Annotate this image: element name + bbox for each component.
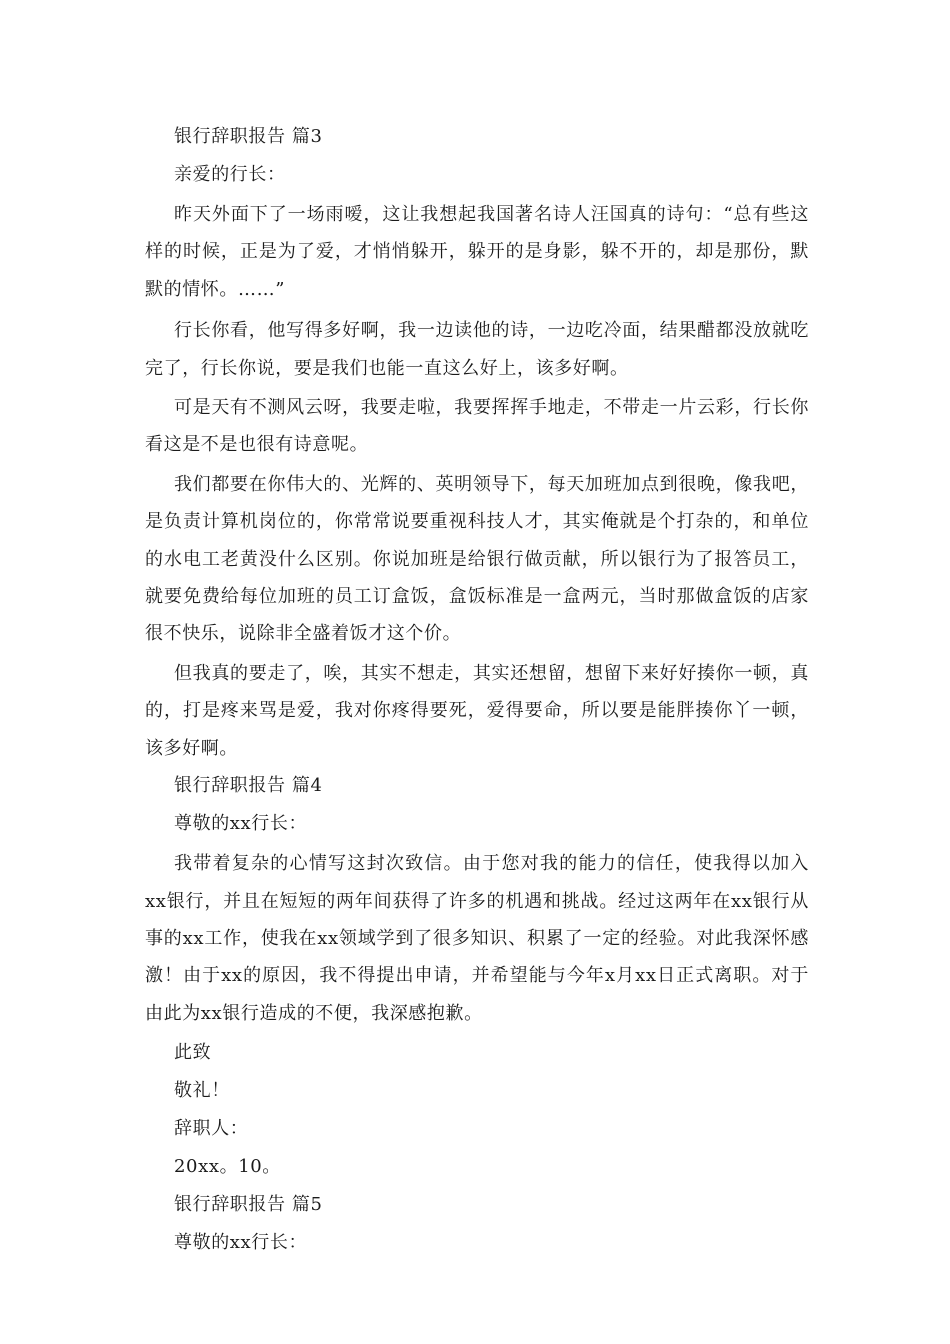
greeting: 亲爱的行长： xyxy=(174,164,286,185)
paragraph: 我带着复杂的心情写这封次致信。由于您对我的能力的信任，使我得以加入xx银行，并且在短短的两年间获得了许多的机遇和挑战。经过这两年在xx银行从事的xx工作，使我在xx领域学到了很多知识、积累了一定的经验。对此我深怀感激！由于xx的原因，我不得提出申请，并希望能与今年x月xx日正式离职。对于由此为xx银行造成的不便，我深感抱歉。 xyxy=(145,853,809,1024)
section-heading: 银行辞职报告 篇3 xyxy=(174,126,323,147)
closing-line: 此致 xyxy=(174,1042,212,1064)
paragraph: 但我真的要走了，唉，其实不想走，其实还想留，想留下来好好揍你一顿，真的，打是疼来骂是爱，我对你疼得要死，爱得要命，所以要是能胖揍你丫一顿，该多好啊。 xyxy=(145,662,809,759)
paragraph: 可是天有不测风云呀，我要走啦，我要挥挥手地走，不带走一片云彩，行长你看这是不是也很有诗意呢。 xyxy=(145,397,809,456)
section-heading: 银行辞职报告 篇4 xyxy=(174,775,323,797)
greeting: 尊敬的xx行长： xyxy=(174,813,308,835)
date-line: 20xx。10。 xyxy=(174,1156,281,1178)
closing-line: 敬礼！ xyxy=(174,1080,230,1102)
section-heading: 银行辞职报告 篇5 xyxy=(174,1194,323,1216)
paragraph: 行长你看，他写得多好啊，我一边读他的诗，一边吃冷面，结果醋都没放就吃完了，行长你说，要是我们也能一直这么好上，该多好啊。 xyxy=(145,320,809,379)
paragraph: 昨天外面下了一场雨嗳，这让我想起我国著名诗人汪国真的诗句：“总有些这样的时候，正是为了爱，才悄悄躲开，躲开的是身影，躲不开的，却是那份，默默的情怀。……” xyxy=(145,204,809,300)
paragraph: 我们都要在你伟大的、光辉的、英明领导下，每天加班加点到很晚，像我吧，是负责计算机岗位的，你常常说要重视科技人才，其实俺就是个打杂的，和单位的水电工老黄没什么区别。你说加班是给银行做贡献，所以银行为了报答员工，就要免费给每位加班的员工订盒饭，盒饭标准是一盒两元，当时那做盒饭的店家很不快乐，说除非全盛着饭才这个价。 xyxy=(145,473,809,645)
document-page xyxy=(145,118,809,1262)
greeting: 尊敬的xx行长： xyxy=(174,1232,308,1254)
signature-label: 辞职人： xyxy=(174,1118,249,1140)
